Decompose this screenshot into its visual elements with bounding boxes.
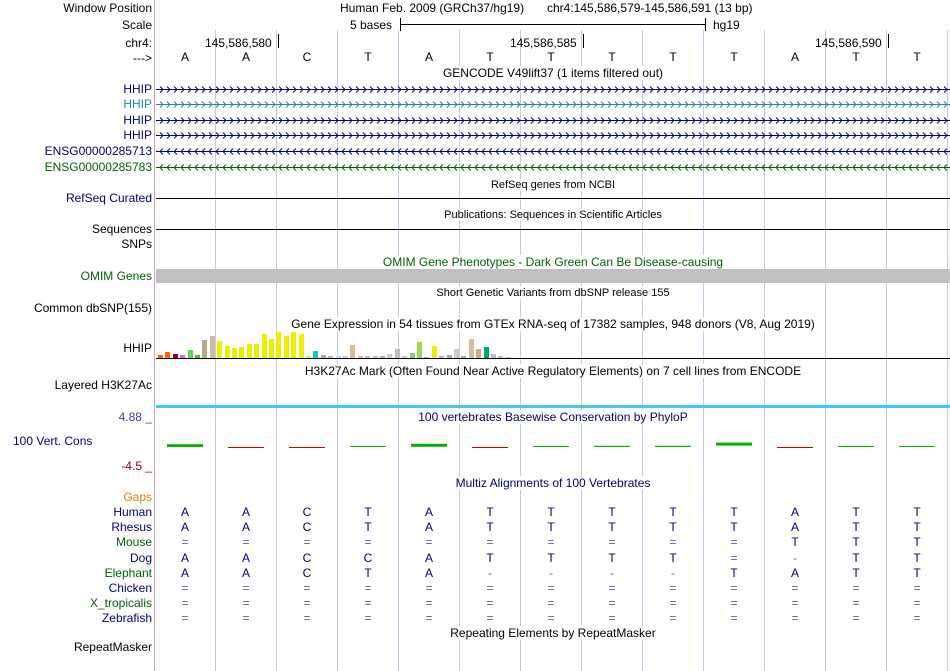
- track-title-conservation: 100 vertebrates Basewise Conservation by PhyloP: [415, 410, 690, 424]
- window-position-text: chr4:145,586,579-145,586,591 (13 bp): [547, 1, 753, 15]
- alignment-base: A: [180, 505, 189, 519]
- alignment-base: C: [302, 505, 312, 519]
- gtex-tissue-bar[interactable]: [225, 346, 230, 358]
- alignment-base: -: [488, 565, 492, 580]
- conservation-score-mark: [411, 444, 447, 447]
- conservation-score-mark: [655, 446, 691, 447]
- alignment-base: -: [671, 565, 675, 580]
- alignment-base: T: [547, 550, 555, 565]
- label-chr: chr4:: [125, 36, 152, 50]
- alignment-base: =: [181, 611, 189, 626]
- gtex-tissue-bar[interactable]: [247, 344, 252, 358]
- alignment-base: =: [486, 535, 494, 550]
- conservation-score-mark: [838, 446, 874, 447]
- title-pubs-wrap: [156, 208, 950, 222]
- label-repeatmasker[interactable]: RepeatMasker: [73, 640, 152, 654]
- label-gtex-hhip[interactable]: HHIP: [123, 341, 152, 355]
- label-separator: [154, 0, 155, 671]
- title-multiz-wrap: [156, 476, 950, 490]
- label-sequences[interactable]: Sequences: [91, 222, 152, 236]
- scale-bar: [400, 24, 706, 25]
- alignment-base: =: [242, 596, 250, 611]
- alignment-base: T: [913, 535, 921, 550]
- track-title-multiz: Multiz Alignments of 100 Vertebrates: [453, 476, 654, 490]
- alignment-base: T: [669, 520, 677, 535]
- refseq-track-line[interactable]: [156, 198, 950, 199]
- omim-bar[interactable]: [156, 269, 950, 283]
- alignment-base: =: [303, 611, 311, 626]
- gridline: [703, 30, 704, 671]
- alignment-base: T: [852, 520, 860, 535]
- track-title-omim: OMIM Gene Phenotypes - Dark Green Can Be Disease-causing: [380, 255, 726, 269]
- cons-axis-max: 4.88 _: [118, 410, 152, 424]
- conservation-score-mark: [228, 447, 264, 448]
- alignment-base: A: [424, 565, 433, 580]
- alignment-base: A: [180, 520, 189, 535]
- title-rmsk-wrap: [156, 626, 950, 640]
- label-dbsnp[interactable]: Common dbSNP(155): [33, 301, 152, 315]
- alignment-base: =: [669, 535, 677, 550]
- species-label[interactable]: Human: [113, 505, 152, 519]
- alignment-base: A: [180, 565, 189, 580]
- label-snps[interactable]: SNPs: [121, 237, 152, 251]
- scale-bar-left-tick: [400, 18, 401, 31]
- alignment-base: =: [303, 535, 311, 550]
- gtex-tissue-bar[interactable]: [276, 332, 281, 358]
- species-label[interactable]: Zebrafish: [101, 611, 152, 626]
- alignment-base: =: [547, 596, 555, 611]
- alignment-base: A: [241, 550, 250, 565]
- alignment-base: T: [669, 550, 677, 565]
- alignment-base: =: [669, 581, 677, 595]
- alignment-base: =: [791, 611, 799, 626]
- alignment-base: =: [303, 581, 311, 595]
- base-letter: A: [241, 50, 250, 64]
- alignment-base: T: [608, 505, 616, 519]
- alignment-base: A: [790, 520, 799, 535]
- gtex-tissue-bar[interactable]: [484, 347, 489, 358]
- alignment-base: T: [913, 550, 921, 565]
- gene-arrow-line[interactable]: [156, 163, 950, 172]
- alignment-base: T: [547, 520, 555, 535]
- base-letter: T: [669, 50, 677, 64]
- base-letter: A: [790, 50, 799, 64]
- gene-arrow-line[interactable]: [156, 100, 950, 109]
- gene-label[interactable]: HHIP: [123, 128, 152, 142]
- label-gaps[interactable]: Gaps: [123, 490, 152, 504]
- gtex-tissue-bar[interactable]: [417, 342, 422, 358]
- alignment-base: =: [913, 611, 921, 626]
- alignment-base: T: [730, 520, 738, 535]
- alignment-base: =: [608, 596, 616, 611]
- alignment-base: A: [424, 550, 433, 565]
- alignment-base: =: [364, 611, 372, 626]
- alignment-base: =: [730, 581, 738, 595]
- gtex-tissue-bar[interactable]: [269, 339, 274, 358]
- alignment-base: =: [425, 611, 433, 626]
- alignment-base: T: [669, 505, 677, 519]
- track-title-repeatmasker: Repeating Elements by RepeatMasker: [447, 626, 658, 640]
- label-window-position: Window Position: [63, 1, 152, 15]
- scale-text: 5 bases: [350, 18, 393, 32]
- alignment-base: T: [913, 565, 921, 580]
- position-label: 145,586,585: [510, 36, 577, 50]
- alignment-base: T: [913, 505, 921, 519]
- alignment-base: C: [302, 520, 312, 535]
- gtex-tissue-bar[interactable]: [210, 336, 215, 358]
- alignment-base: C: [363, 550, 373, 565]
- alignment-base: =: [242, 611, 250, 626]
- gridline: [581, 30, 582, 671]
- gtex-tissue-bar[interactable]: [262, 334, 267, 358]
- gene-label[interactable]: HHIP: [123, 97, 152, 111]
- alignment-base: T: [486, 550, 494, 565]
- alignment-base: =: [669, 611, 677, 626]
- alignment-base: A: [424, 505, 433, 519]
- alignment-base: =: [364, 581, 372, 595]
- species-label[interactable]: Elephant: [104, 565, 152, 580]
- species-label[interactable]: Chicken: [108, 581, 152, 595]
- alignment-base: =: [913, 596, 921, 611]
- alignment-base: =: [242, 535, 250, 550]
- conservation-score-mark: [716, 443, 752, 446]
- alignment-base: =: [547, 535, 555, 550]
- position-label: 145,586,580: [205, 36, 272, 50]
- species-label[interactable]: Mouse: [115, 535, 152, 550]
- conservation-score-mark: [472, 447, 508, 448]
- alignment-base: =: [791, 581, 799, 595]
- gtex-tissue-bar[interactable]: [217, 341, 222, 358]
- gtex-tissue-bar[interactable]: [469, 339, 474, 358]
- alignment-base: T: [730, 565, 738, 580]
- position-tick: [583, 34, 584, 48]
- alignment-base: T: [364, 520, 372, 535]
- species-label[interactable]: X_tropicalis: [89, 596, 152, 611]
- gene-arrow-line[interactable]: [156, 147, 950, 156]
- alignment-base: =: [181, 581, 189, 595]
- base-letter: T: [913, 50, 921, 64]
- track-title-publications: Publications: Sequences in Scientific Articles: [441, 209, 665, 221]
- alignment-base: =: [730, 535, 738, 550]
- label-h3k27ac[interactable]: Layered H3K27Ac: [54, 378, 152, 392]
- base-letter: C: [302, 50, 312, 64]
- alignment-base: =: [913, 581, 921, 595]
- scale-db: hg19: [713, 18, 740, 32]
- alignment-base: =: [364, 535, 372, 550]
- title-refseq-wrap: [156, 178, 950, 192]
- alignment-base: =: [608, 535, 616, 550]
- alignment-base: A: [241, 505, 250, 519]
- track-title-gencode: GENCODE V49lift37 (1 items filtered out): [440, 66, 666, 80]
- sequences-track-line[interactable]: [156, 229, 950, 230]
- alignment-base: =: [425, 596, 433, 611]
- title-gtex-wrap: [156, 317, 950, 331]
- alignment-base: =: [852, 596, 860, 611]
- gene-arrow-line[interactable]: [156, 85, 950, 94]
- label-omim[interactable]: OMIM Genes: [80, 269, 152, 283]
- gtex-tissue-bar[interactable]: [476, 349, 481, 358]
- alignment-base: -: [793, 550, 797, 565]
- title-cons-wrap: [156, 410, 950, 424]
- gtex-tissue-bar[interactable]: [254, 344, 259, 358]
- base-letter: T: [547, 50, 555, 64]
- gtex-tissue-bar[interactable]: [395, 349, 400, 358]
- alignment-base: =: [364, 596, 372, 611]
- gene-label[interactable]: ENSG00000285713: [44, 144, 152, 158]
- gene-label[interactable]: HHIP: [123, 113, 152, 127]
- alignment-base: T: [608, 550, 616, 565]
- gtex-tissue-bar[interactable]: [291, 332, 296, 358]
- gtex-tissue-bar[interactable]: [313, 351, 318, 358]
- cons-axis-min: -4.5 _: [121, 459, 152, 473]
- gridline: [825, 30, 826, 671]
- gtex-tissue-bar[interactable]: [350, 345, 355, 358]
- assembly-name: Human Feb. 2009 (GRCh37/hg19): [340, 1, 525, 15]
- track-title-refseq: RefSeq genes from NCBI: [488, 179, 618, 191]
- alignment-base: =: [181, 596, 189, 611]
- track-title-dbsnp: Short Genetic Variants from dbSNP release 155: [433, 287, 672, 299]
- alignment-base: T: [608, 520, 616, 535]
- title-omim-wrap: [156, 255, 950, 269]
- gene-label[interactable]: HHIP: [123, 82, 152, 96]
- position-label: 145,586,590: [815, 36, 882, 50]
- label-conservation[interactable]: 100 Vert. Cons: [13, 434, 93, 448]
- position-tick: [278, 34, 279, 48]
- gtex-tissue-bar[interactable]: [239, 347, 244, 358]
- alignment-base: =: [181, 535, 189, 550]
- alignment-base: =: [791, 596, 799, 611]
- alignment-base: T: [730, 505, 738, 519]
- title-dbsnp-wrap: [156, 286, 950, 300]
- base-letter: T: [364, 50, 372, 64]
- alignment-base: T: [486, 505, 494, 519]
- alignment-base: =: [730, 550, 738, 565]
- alignment-base: =: [242, 581, 250, 595]
- conservation-score-mark: [899, 446, 935, 447]
- label-scale: Scale: [121, 18, 152, 32]
- gtex-tissue-bar[interactable]: [188, 350, 193, 358]
- alignment-base: =: [425, 581, 433, 595]
- gridline: [764, 30, 765, 671]
- alignment-base: C: [302, 550, 312, 565]
- title-h3k27ac-wrap: [156, 364, 950, 378]
- alignment-base: =: [486, 581, 494, 595]
- gtex-tissue-bar[interactable]: [284, 336, 289, 358]
- track-title-h3k27ac: H3K27Ac Mark (Often Found Near Active Regulatory Elements) on 7 cell lines from ENCODE: [302, 364, 804, 378]
- gtex-tissue-bar[interactable]: [232, 348, 237, 358]
- alignment-base: T: [547, 505, 555, 519]
- species-label[interactable]: Rhesus: [111, 520, 152, 535]
- alignment-base: A: [790, 505, 799, 519]
- gene-label[interactable]: ENSG00000285783: [44, 160, 152, 174]
- alignment-base: =: [608, 581, 616, 595]
- alignment-base: =: [730, 596, 738, 611]
- conservation-score-mark: [167, 444, 203, 447]
- alignment-base: T: [852, 550, 860, 565]
- alignment-base: C: [302, 565, 312, 580]
- gridline: [642, 30, 643, 671]
- position-tick: [888, 34, 889, 48]
- base-letter: T: [852, 50, 860, 64]
- gene-arrow-line[interactable]: [156, 116, 950, 125]
- alignment-base: A: [180, 550, 189, 565]
- base-letter: A: [424, 50, 433, 64]
- title-gencode-wrap: [156, 66, 950, 80]
- conservation-score-mark: [594, 446, 630, 447]
- alignment-base: A: [241, 565, 250, 580]
- label-strand-arrow: --->: [133, 51, 152, 65]
- base-letter: T: [608, 50, 616, 64]
- alignment-base: =: [547, 611, 555, 626]
- scale-bar-right-tick: [705, 18, 706, 31]
- alignment-base: A: [241, 520, 250, 535]
- alignment-base: -: [610, 565, 614, 580]
- alignment-base: -: [549, 565, 553, 580]
- track-title-gtex: Gene Expression in 54 tissues from GTEx RNA-seq of 17382 samples, 948 donors (V8, Aug 2019): [288, 317, 818, 331]
- gtex-expression-bars[interactable]: [156, 331, 556, 358]
- alignment-base: =: [852, 581, 860, 595]
- alignment-base: =: [486, 611, 494, 626]
- conservation-score-mark: [289, 447, 325, 448]
- gtex-tissue-bar[interactable]: [432, 346, 437, 358]
- alignment-base: A: [790, 565, 799, 580]
- conservation-score-mark: [777, 447, 813, 448]
- conservation-score-mark: [350, 446, 386, 447]
- alignment-base: T: [791, 535, 799, 550]
- gtex-baseline: [156, 358, 950, 359]
- gridline: [886, 30, 887, 671]
- gtex-tissue-bar[interactable]: [454, 349, 459, 358]
- label-refseq[interactable]: RefSeq Curated: [65, 191, 152, 205]
- alignment-base: T: [364, 565, 372, 580]
- base-letter: A: [180, 50, 189, 64]
- alignment-base: A: [424, 520, 433, 535]
- gtex-tissue-bar[interactable]: [202, 340, 207, 358]
- alignment-base: =: [852, 611, 860, 626]
- alignment-base: T: [852, 535, 860, 550]
- alignment-base: T: [364, 505, 372, 519]
- conservation-score-mark: [533, 446, 569, 447]
- h3k27ac-signal[interactable]: [156, 405, 950, 408]
- alignment-base: =: [303, 596, 311, 611]
- gene-arrow-line[interactable]: [156, 131, 950, 140]
- alignment-base: T: [852, 565, 860, 580]
- alignment-base: T: [913, 520, 921, 535]
- gridline: [947, 30, 948, 671]
- species-label[interactable]: Dog: [129, 550, 152, 565]
- alignment-base: =: [486, 596, 494, 611]
- alignment-base: =: [608, 611, 616, 626]
- conservation-plot[interactable]: [156, 425, 950, 470]
- alignment-base: =: [547, 581, 555, 595]
- alignment-base: =: [669, 596, 677, 611]
- base-letter: T: [730, 50, 738, 64]
- alignment-base: T: [486, 520, 494, 535]
- gtex-tissue-bar[interactable]: [299, 334, 304, 358]
- alignment-base: T: [852, 505, 860, 519]
- alignment-base: =: [425, 535, 433, 550]
- base-letter: T: [486, 50, 494, 64]
- alignment-base: =: [730, 611, 738, 626]
